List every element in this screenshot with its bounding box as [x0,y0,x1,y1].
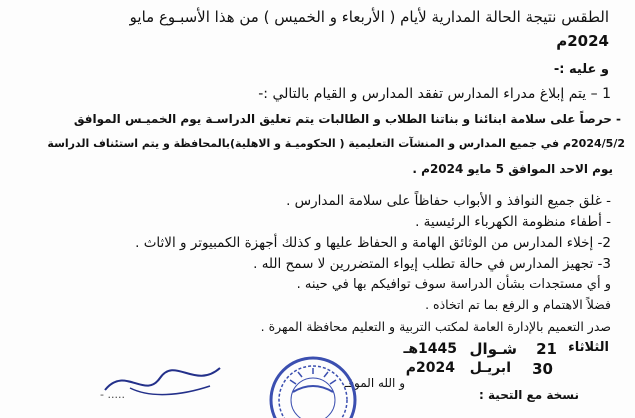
hijri-day: 21 [536,340,557,358]
closing-line: فضلاً الاهتمام و الرفع بما تم اتخاذه . [425,297,611,312]
hijri-year: 1445هـ [403,341,457,357]
intro-line-1: الطقس نتيجة الحالة المدارية لأيام ( الأربعاء و الخميس ) من هذا الأسبـوع مايو [129,8,609,26]
emphasis-line-3: يوم الاحد الموافق 5 مايو 2024م . [412,162,613,176]
intro-line-2: 2024م [556,32,609,50]
emphasis-line-2: 2024/5/2م في جميع المدارس و المنشآت التعليمية ( الحكوميـة و الاهلية)بالمحافظة و يتم استئناف الدراسة [47,137,625,150]
hijri-month: شـوال [469,340,517,358]
copy-first-entry: - ..... [100,388,125,401]
copy-to-label: نسخة مع التحية : [479,388,579,402]
greg-year: 2024م [405,360,455,376]
issued-line: صدر التعميم بالإدارة العامة لمكتب التربية و التعليم محافظة المهرة . [260,319,611,334]
greg-day: 30 [532,360,553,378]
therefore-heading: و عليه :- [553,62,609,77]
handwritten-signature [100,360,230,405]
updates-line: و أي مستجدات بشأن الدراسة سوف توافيكم بها في حينه . [296,277,611,292]
emphasis-line-1: - حرصاً على سلامة ابنائنا و بناتنا الطلاب و الطالبات يتم تعليق الدراسـة يوم الخميـس الموافق [73,112,621,126]
bullet-close-windows: - غلق جميع النوافذ و الأبواب حفاظاً على سلامة المدارس . [286,193,611,209]
item-1: 1 – يتم إبلاغ مدراء المدارس تفقد المدارس و القيام بالتالي :- [258,86,611,102]
bullet-power-off: - أطفاء منظومة الكهرباء الرئيسية . [415,214,611,230]
item-3: 3- تجهيز المدارس في حالة تطلب إيواء المتضررين لا سمح الله . [253,256,611,272]
item-2: 2- إخلاء المدارس من الوثائق الهامة و الحفاظ عليها و كذلك أجهزة الكمبيوتر و الاثاث . [135,235,611,251]
farewell-line: و الله الموفـ [344,376,405,390]
official-stamp [238,348,388,418]
day-name: الثلاثاء [568,340,609,355]
greg-month: ابريـل [469,360,511,376]
